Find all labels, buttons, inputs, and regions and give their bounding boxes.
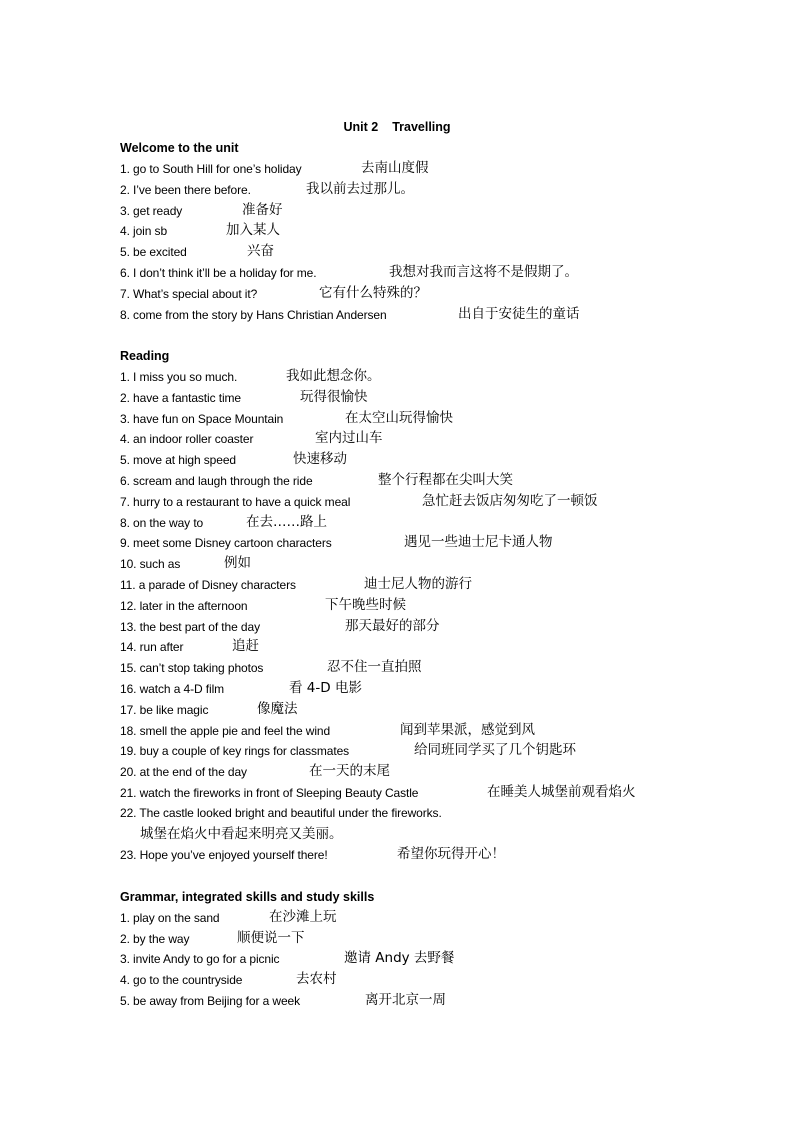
phrase-english: 12. later in the afternoon [120,599,248,613]
phrase-english: 3. invite Andy to go for a picnic [120,952,280,966]
unit-topic: Travelling [392,120,451,134]
phrase-chinese: 迪士尼人物的游行 [364,576,472,592]
phrase-chinese: 出自于安徒生的童话 [458,306,580,322]
phrase-english: 14. run after [120,640,184,654]
phrase-english: 6. scream and laugh through the ride [120,474,313,488]
unit-number: Unit 2 [343,120,379,134]
phrase-chinese: 下午晚些时候 [325,597,406,613]
phrase-english: 1. I miss you so much. [120,370,238,384]
phrase-english: 6. I don’t think it’ll be a holiday for me. [120,266,317,280]
phrase-english: 4. join sb [120,224,168,238]
phrase-chinese: 去农村 [296,971,337,987]
phrase-english: 5. be excited [120,245,187,259]
phrase-chinese: 城堡在焰火中看起来明亮又美丽。 [140,826,343,842]
section-heading: Welcome to the unit [120,141,239,155]
section-heading: Grammar, integrated skills and study skills [120,890,375,904]
phrase-chinese: 玩得很愉快 [300,389,368,405]
phrase-english: 2. by the way [120,932,190,946]
phrase-english: 13. the best part of the day [120,620,260,634]
section-heading: Reading [120,349,170,363]
phrase-chinese: 闻到苹果派，感觉到风 [400,722,535,738]
phrase-english: 1. go to South Hill for one’s holiday [120,162,302,176]
phrase-chinese: 在一天的末尾 [309,763,390,779]
phrase-chinese: 在沙滩上玩 [269,909,337,925]
phrase-chinese: 忍不住一直拍照 [327,659,422,675]
phrase-chinese: 整个行程都在尖叫大笑 [378,472,513,488]
phrase-chinese: 给同班同学买了几个钥匙环 [414,742,576,758]
phrase-english: 2. have a fantastic time [120,391,241,405]
phrase-english: 9. meet some Disney cartoon characters [120,536,332,550]
phrase-chinese: 它有什么特殊的？ [319,285,427,301]
phrase-chinese: 我以前去过那儿。 [306,181,414,197]
phrase-chinese: 像魔法 [257,701,298,717]
phrase-english: 5. be away from Beijing for a week [120,994,301,1008]
phrase-english: 10. such as [120,557,181,571]
phrase-english: 15. can’t stop taking photos [120,661,264,675]
phrase-english: 21. watch the fireworks in front of Sleeping Beauty Castle [120,786,419,800]
phrase-chinese: 快速移动 [293,451,347,467]
phrase-chinese: 希望你玩得开心！ [397,846,505,862]
phrase-chinese: 我如此想念你。 [286,368,381,384]
phrase-chinese: 加入某人 [226,222,280,238]
phrase-chinese: 兴奋 [247,243,274,259]
phrase-chinese: 准备好 [242,202,283,218]
phrase-chinese: 在去……路上 [246,514,327,530]
phrase-english: 23. Hope you’ve enjoyed yourself there! [120,848,328,862]
phrase-english: 4. an indoor roller coaster [120,432,254,446]
phrase-english: 18. smell the apple pie and feel the wind [120,724,331,738]
phrase-english: 16. watch a 4-D film [120,682,225,696]
phrase-english: 2. I’ve been there before. [120,183,251,197]
phrase-english: 3. get ready [120,204,183,218]
phrase-chinese: 我想对我而言这将不是假期了。 [389,264,578,280]
phrase-chinese: 例如 [224,555,251,571]
phrase-chinese: 遇见一些迪士尼卡通人物 [404,534,553,550]
phrase-chinese: 在太空山玩得愉快 [345,410,453,426]
phrase-chinese: 顺便说一下 [237,930,305,946]
page-title [0,119,794,135]
phrase-chinese: 室内过山车 [315,430,383,446]
phrase-chinese: 那天最好的部分 [345,618,440,634]
phrase-english: 4. go to the countryside [120,973,243,987]
phrase-english: 11. a parade of Disney characters [120,578,296,592]
phrase-chinese: 在睡美人城堡前观看焰火 [487,784,636,800]
phrase-english: 7. What’s special about it? [120,287,258,301]
phrase-chinese: 追赶 [232,638,259,654]
phrase-english: 8. on the way to [120,516,204,530]
phrase-chinese: 急忙赶去饭店匆匆吃了一顿饭 [422,493,598,509]
phrase-english: 8. come from the story by Hans Christian Andersen [120,308,387,322]
phrase-english: 17. be like magic [120,703,209,717]
phrase-english: 20. at the end of the day [120,765,247,779]
phrase-english: 5. move at high speed [120,453,236,467]
phrase-english: 1. play on the sand [120,911,220,925]
phrase-chinese: 看 4-D 电影 [289,680,362,696]
phrase-english: 19. buy a couple of key rings for classmates [120,744,350,758]
phrase-english: 22. The castle looked bright and beautiful under the fireworks. [120,806,442,820]
phrase-chinese: 离开北京一周 [365,992,446,1008]
phrase-chinese: 去南山度假 [361,160,429,176]
phrase-chinese: 邀请 Andy 去野餐 [344,950,455,966]
phrase-english: 3. have fun on Space Mountain [120,412,284,426]
phrase-english: 7. hurry to a restaurant to have a quick meal [120,495,351,509]
